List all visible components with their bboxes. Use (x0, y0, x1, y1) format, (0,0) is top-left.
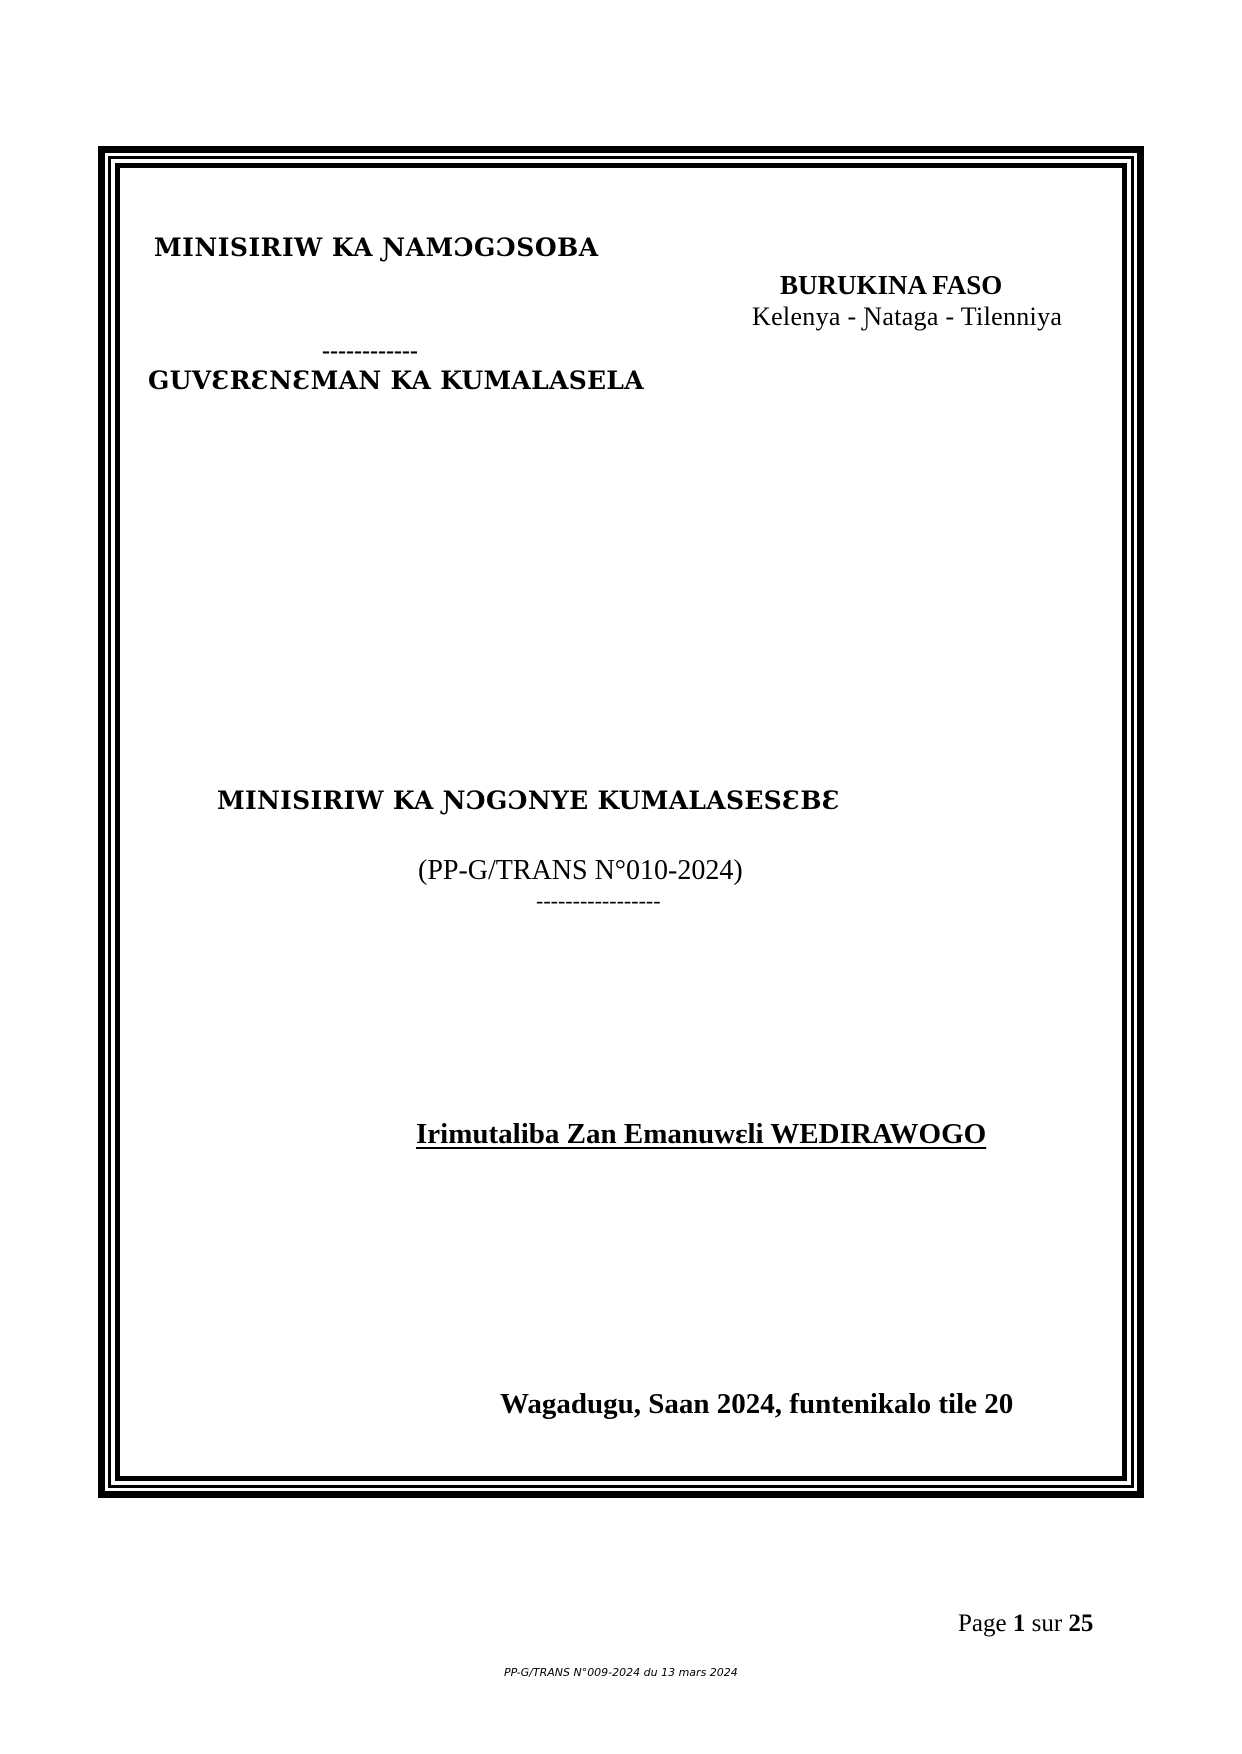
page-border-inner (115, 163, 1127, 1481)
ministry-title-top: MINISIRIW KA ƝAMƆGƆSOBA (154, 233, 599, 262)
government-title: GUVƐRƐNƐMAN KA KUMALASELA (148, 366, 644, 395)
country-name: BURUKINA FASO (780, 270, 1003, 300)
page-label: Page (958, 1610, 1007, 1637)
page-total: 25 (1068, 1610, 1094, 1637)
national-motto: Kelenya - Ɲataga - Tilenniya (752, 302, 1063, 331)
ministry-title-main: MINISIRIW KA ƝƆGƆNYE KUMALASESƐBƐ (217, 786, 841, 815)
header-separator: ------------ (322, 338, 418, 364)
place-and-date: Wagadugu, Saan 2024, funtenikalo tile 20 (500, 1388, 1014, 1420)
page-current: 1 (1012, 1610, 1026, 1637)
page-of: sur (1031, 1610, 1063, 1637)
person-name: Irimutaliba Zan Emanuwɛli WEDIRAWOGO (416, 1118, 987, 1150)
reference-separator: ----------------- (536, 888, 661, 913)
footer-document-reference: PP-G/TRANS N°009-2024 du 13 mars 2024 (504, 1666, 738, 1679)
page-number (958, 1610, 1093, 1638)
document-reference: (PP-G/TRANS N°010-2024) (418, 855, 743, 886)
